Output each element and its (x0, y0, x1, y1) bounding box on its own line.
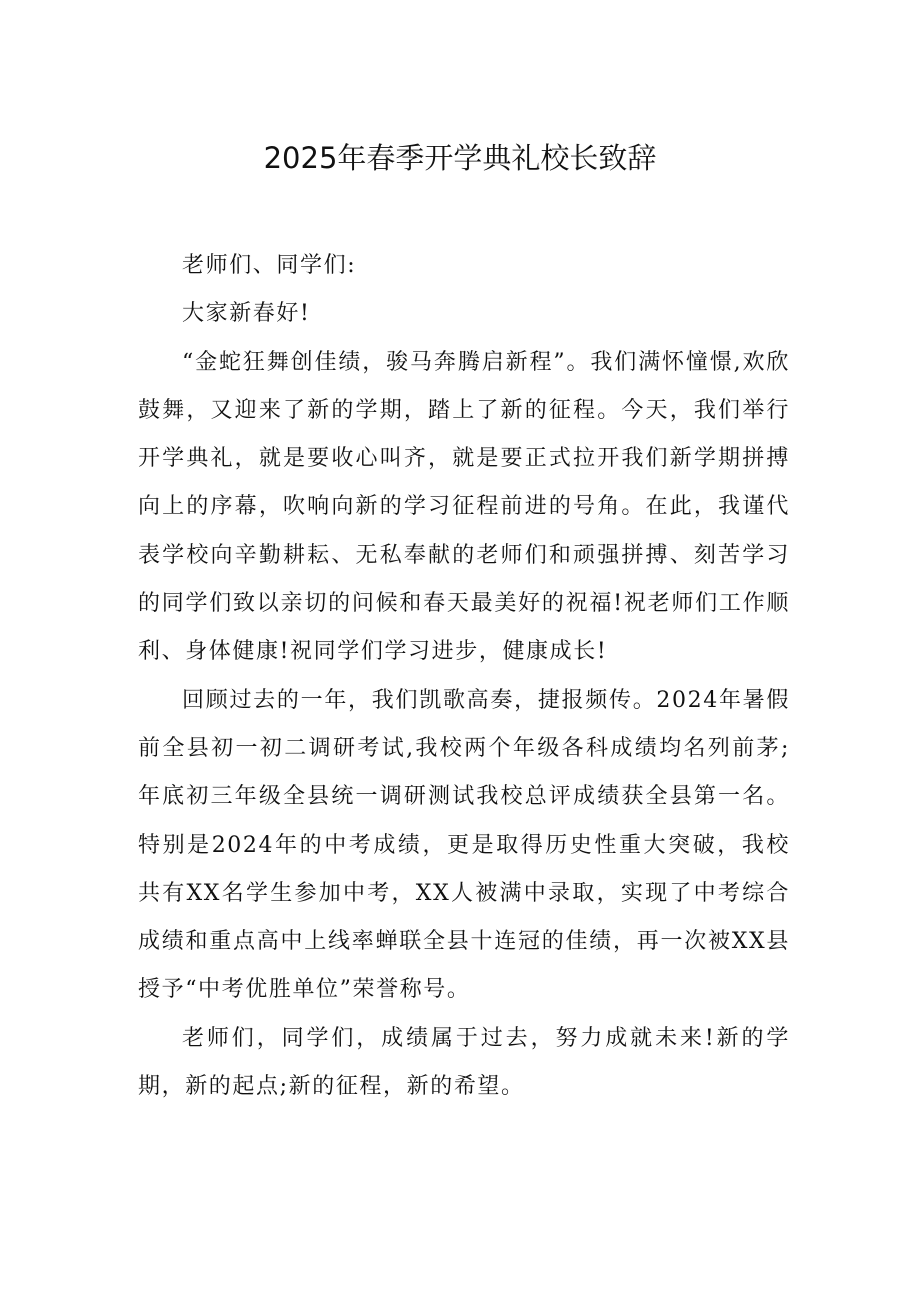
paragraph-salutation: 老师们、同学们: (182, 253, 357, 278)
document-title: 2025年春季开学典礼校长致辞 (263, 141, 657, 175)
paragraph-review: 回顾过去的一年，我们凯歌高奏，捷报频传。2024年暑假前全县初一初二调研考试,我校两个年级各科成绩均名列前茅;年底初三年级全县统一调研测试我校总评成绩获全县第一名。特别是2024年的中考成绩，更是取得历史性重大突破，我校共有XX名学生参加中考，XX人被满中录取，实现了中考综合成绩和重点高中上线率蝉联全县十连冠的佳绩，再一次被XX县授予“中考优胜单位”荣誉称号。 (138, 687, 790, 1003)
paragraph-outlook: 老师们，同学们，成绩属于过去，努力成就未来!新的学期，新的起点;新的征程，新的希望。 (138, 1025, 790, 1100)
document-body (138, 242, 790, 1111)
paragraph-opening: “金蛇狂舞创佳绩，骏马奔腾启新程”。我们满怀憧憬,欢欣鼓舞，又迎来了新的学期，踏上了新的征程。今天，我们举行开学典礼，就是要收心叫齐，就是要正式拉开我们新学期拼搏向上的序幕，吹响向新的学习征程前进的号角。在此，我谨代表学校向辛勤耕耘、无私奉献的老师们和顽强拼搏、刻苦学习的同学们致以亲切的问候和春天最美好的祝福!祝老师们工作顺利、身体健康!祝同学们学习进步，健康成长! (138, 349, 790, 665)
paragraph-greeting: 大家新春好! (182, 301, 311, 327)
